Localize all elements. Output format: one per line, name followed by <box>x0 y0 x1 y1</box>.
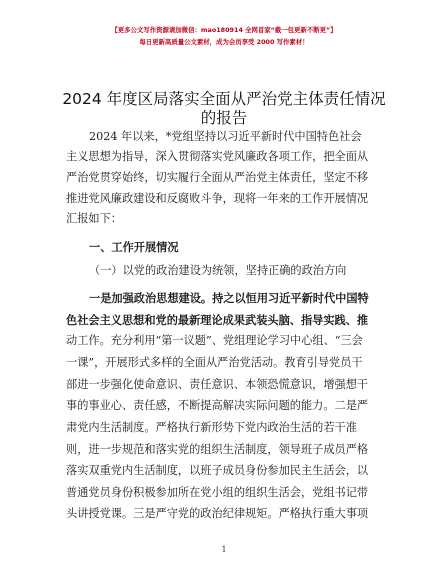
body-line: 严治党贯穿始终，切实履行全面从严治党主体责任，坚定不移 <box>66 171 369 184</box>
body-line: 头讲授党课。三是严守党的政治纪律规矩。严格执行重大事项 <box>66 507 369 520</box>
body-line: 色社会主义思想和党的最新理论成果武装头脑、指导实践、推 <box>66 313 369 327</box>
body-line: 普通党员身份积极参加所在党小组的组织生活会，党组书记带 <box>66 486 369 499</box>
body-line: 一课”，开展形式多样的全面从严治党活动。教育引导党员干 <box>66 356 363 369</box>
body-line: 部进一步强化使命意识、责任意识、本领恐慌意识，增强想干 <box>66 378 369 391</box>
section-heading: 一、工作开展情况 <box>89 240 179 254</box>
body-line: 2024 年以来，*党组坚持以习近平新时代中国特色社会 <box>89 130 362 143</box>
body-line: 落实双重党内生活制度，以班子成员身份参加民主生活会，以 <box>66 464 369 477</box>
page-number: 1 <box>221 545 227 554</box>
promo-banner-line-2: 每日更新高质量公文素材，成为会员享受 2000 写作素材！ <box>139 38 309 46</box>
subsection-heading: （一）以党的政治建设为统领，坚持正确的政治方向 <box>89 264 347 277</box>
body-line: 则，进一步规范和落实党的组织生活制度，领导班子成员严格 <box>66 443 369 456</box>
body-line: 主义思想为指导，深入贯彻落实党风廉政各项工作，把全面从 <box>66 150 369 163</box>
body-line: 事的事业心、责任感，不断提高解决实际问题的能力。二是严 <box>66 399 369 412</box>
body-line: 肃党内生活制度。严格执行新形势下党内政治生活的若干准 <box>66 421 357 434</box>
document-title-continued: 的报告 <box>200 109 248 127</box>
body-line: 动工作。充分利用“第一议题”、党组理论学习中心组、“三会 <box>66 334 363 347</box>
promo-banner-line-1: 【更多公文写作资源请加微信：mao180914 全网首家“截一包更新不断更”】 <box>111 26 337 34</box>
body-line: 一是加强政治思想建设。持之以恒用习近平新时代中国特 <box>89 291 369 305</box>
document-title: 2024 年度区局落实全面从严治党主体责任情况 <box>62 90 386 108</box>
body-line: 推进党风廉政建设和反腐败斗争，现将一年来的工作开展情况 <box>66 192 369 205</box>
body-line: 汇报如下： <box>66 212 122 225</box>
